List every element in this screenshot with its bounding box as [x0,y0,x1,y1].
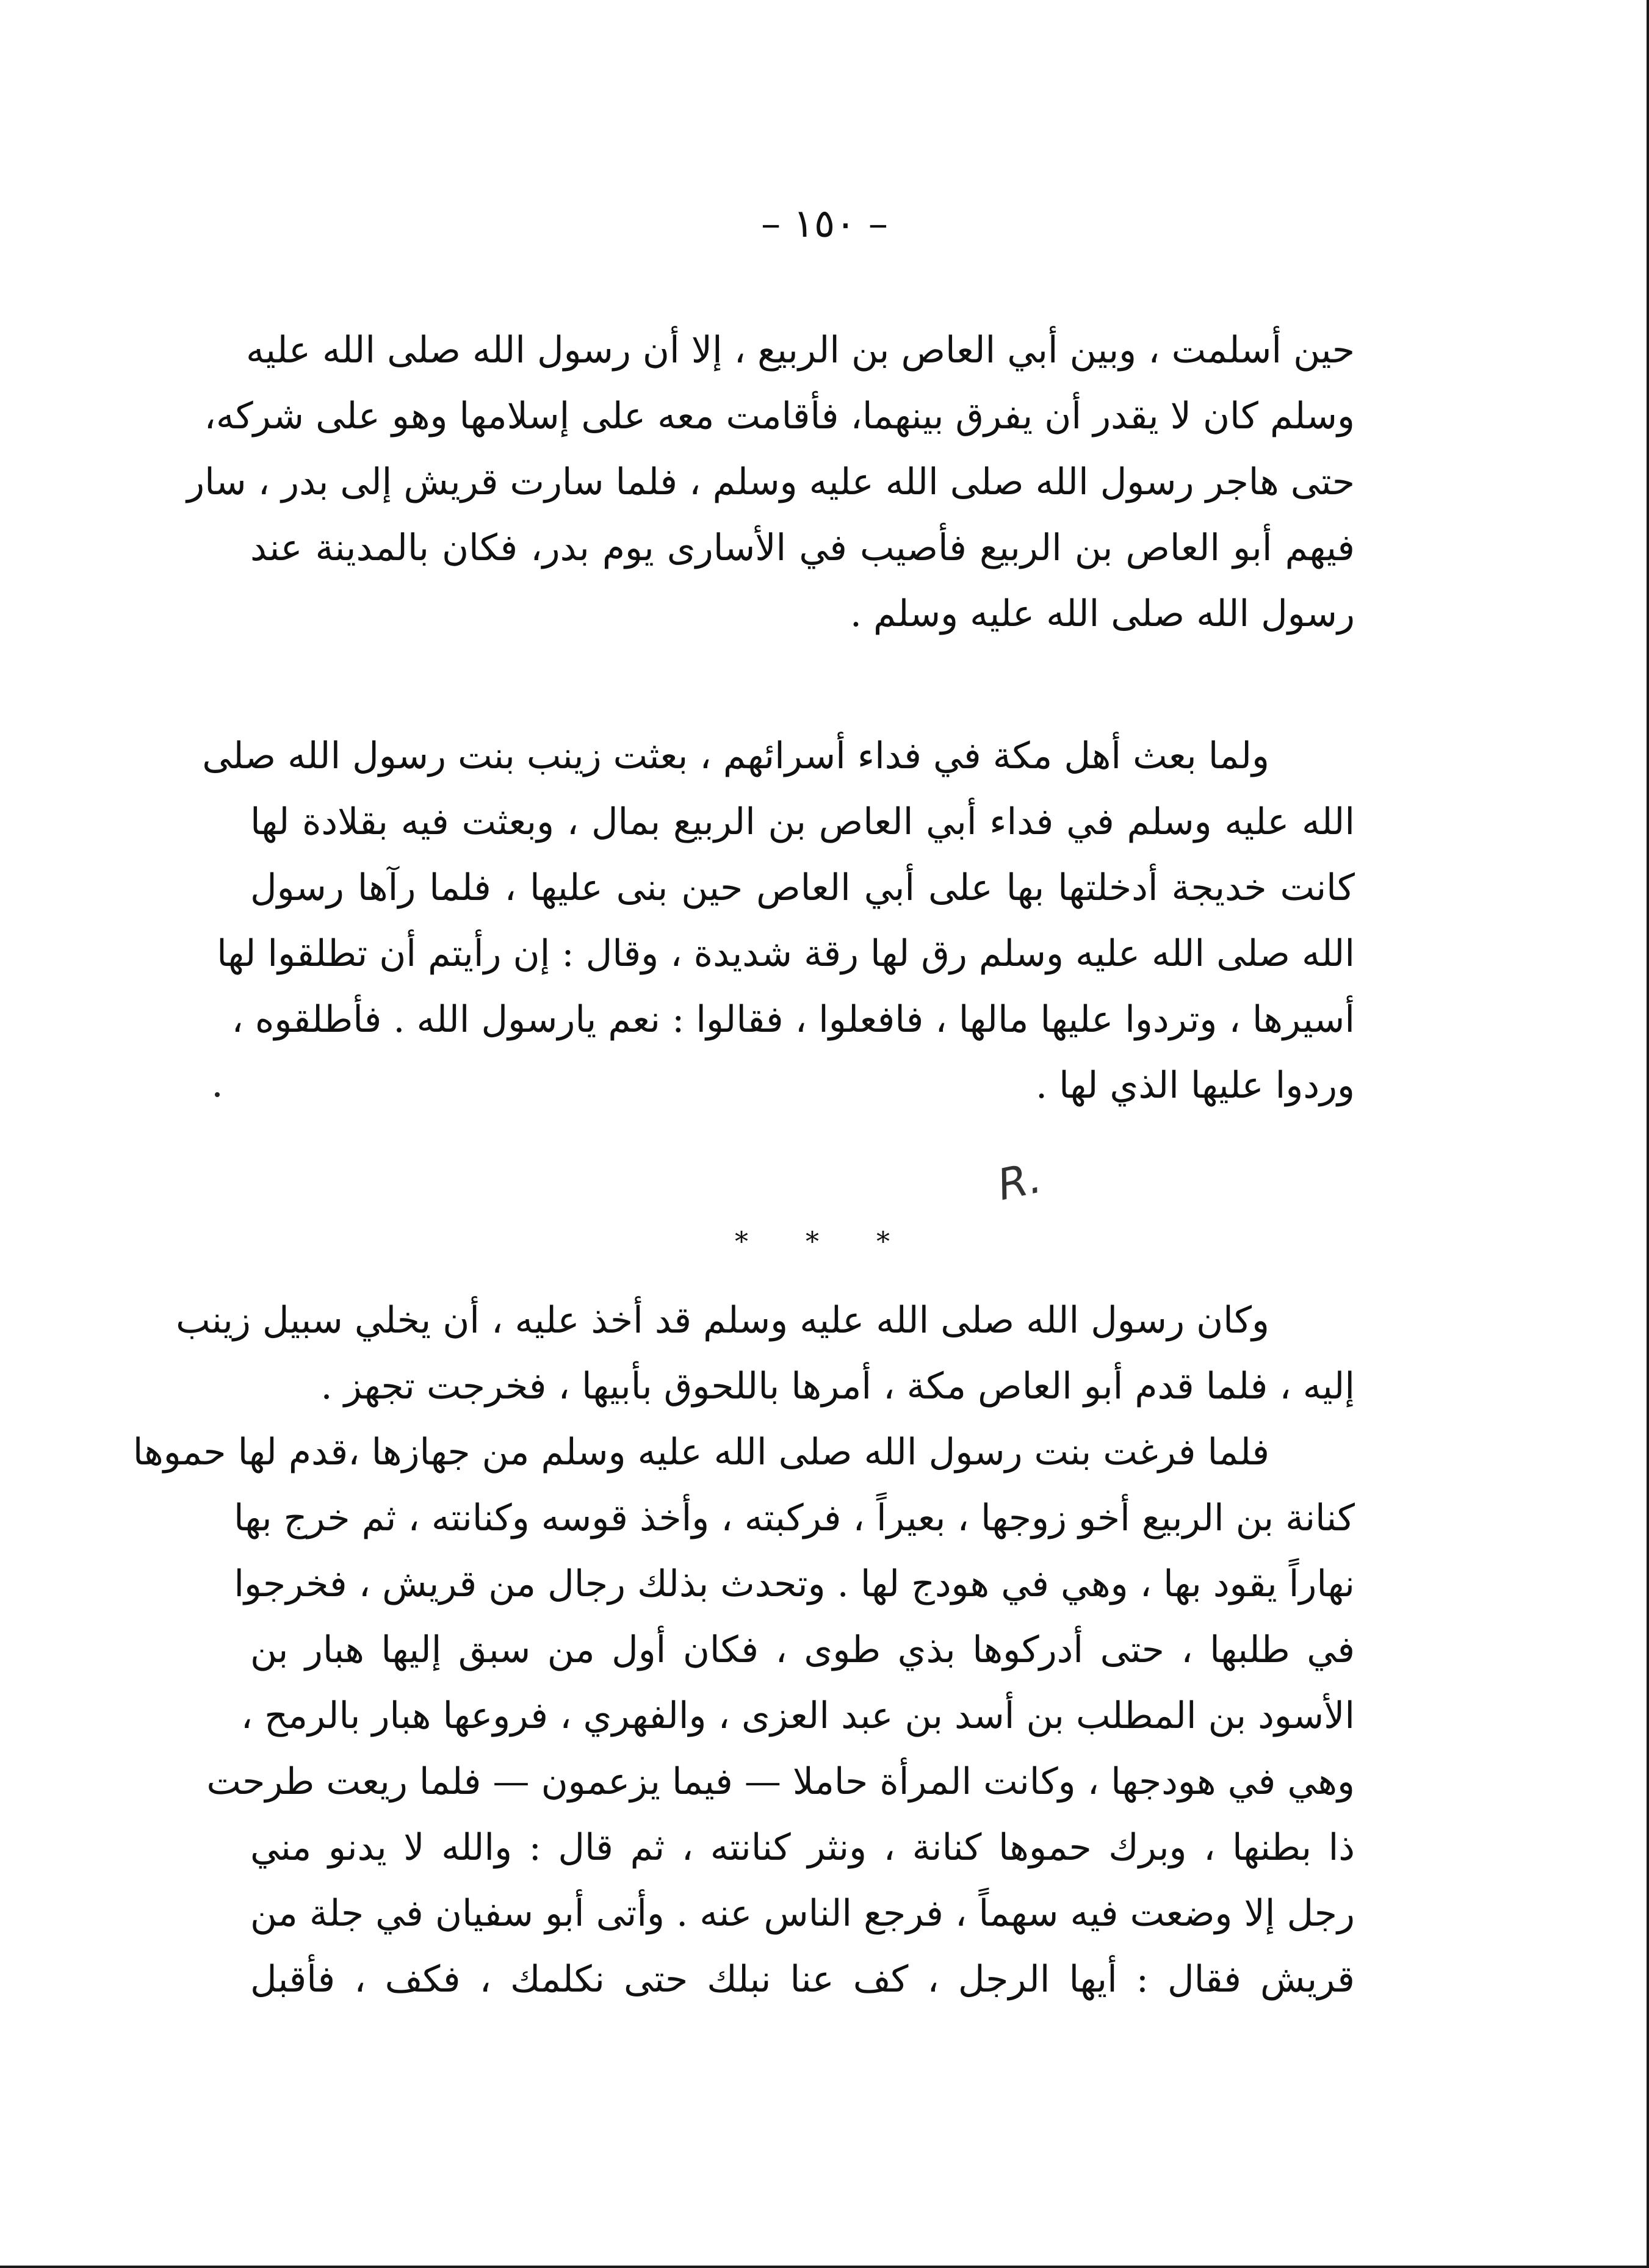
paragraph-2 [202,723,1355,1118]
text-line: كنانة بن الربيع أخو زوجها ، بعيراً ، فركبته ، وأخذ قوسه وكنانته ، ثم خرج بها [233,1497,1355,1539]
text-line: ذا بطنها ، وبرك حموها كنانة ، ونثر كنانته ، ثم قال : والله لا يدنو مني [250,1826,1355,1869]
text-line: نهاراً يقود بها ، وهي في هودج لها . وتحدث بذلك رجال من قريش ، فخرجوا [234,1563,1355,1605]
text-line: رسول الله صلى الله عليه وسلم . [850,592,1355,635]
scan-speck [215,1092,220,1097]
text-line: إليه ، فلما قدم أبو العاص مكة ، أمرها باللحوق بأبيها ، فخرجت تجهز . [320,1365,1355,1408]
text-line: حتى هاجر رسول الله صلى الله عليه وسلم ، فلما سارت قريش إلى بدر ، سار [187,461,1355,503]
text-line: حين أسلمت ، وبين أبي العاص بن الربيع ، إلا أن رسول الله صلى الله عليه [246,329,1355,372]
text-line: الله صلى الله عليه وسلم رق لها رقة شديدة ، وقال : إن رأيتم أن تطلقوا لها [217,932,1355,975]
text-line: قريش فقال : أيها الرجل ، كف عنا نبلك حتى نكلمك ، فكف ، فأقبل [250,1958,1355,2001]
text-line: وسلم كان لا يقدر أن يفرق بينهما، فأقامت معه على إسلامها وهو على شركه، [204,395,1355,437]
paragraph-1 [187,317,1355,647]
paragraph-3-and-4 [132,1287,1355,2012]
text-line: الأسود بن المطلب بن أسد بن عبد العزى ، والفهري ، فروعها هبار بالرمح ، [240,1694,1355,1737]
text-line: رجل إلا وضعت فيه سهماً ، فرجع الناس عنه . وأتى أبو سفيان في جلة من [250,1892,1355,1935]
text-line: فلما فرغت بنت رسول الله صلى الله عليه وسلم من جهازها ،قدم لها حموها [132,1431,1269,1474]
text-line: في طلبها ، حتى أدركوها بذي طوى ، فكان أول من سبق إليها هبار بن [250,1629,1355,1671]
page-number: – ١٥٠ – [761,201,888,247]
text-line: وكان رسول الله صلى الله عليه وسلم قد أخذ عليه ، أن يخلي سبيل زينب [176,1299,1269,1342]
section-separator: * * * [735,1226,914,1258]
handwritten-margin-note: R. [993,1152,1046,1211]
text-line: وردوا عليها الذي لها . [1035,1064,1355,1107]
text-line: وهي في هودجها ، وكانت المرأة حاملا — فيما يزعمون — فلما ريعت طرحت [206,1760,1355,1803]
text-line: كانت خديجة أدخلتها بها على أبي العاص حين بنى عليها ، فلما رآها رسول [250,866,1355,909]
text-line: ولما بعث أهل مكة في فداء أسرائهم ، بعثت زينب بنت رسول الله صلى [202,735,1269,777]
text-line: الله عليه وسلم في فداء أبي العاص بن الربيع بمال ، وبعثت فيه بقلادة لها [250,801,1355,843]
text-line: أسيرها ، وتردوا عليها مالها ، فافعلوا ، فقالوا : نعم يارسول الله . فأطلقوه ، [231,998,1355,1041]
text-line: فيهم أبو العاص بن الربيع فأصيب في الأسارى يوم بدر، فكان بالمدينة عند [250,527,1355,569]
